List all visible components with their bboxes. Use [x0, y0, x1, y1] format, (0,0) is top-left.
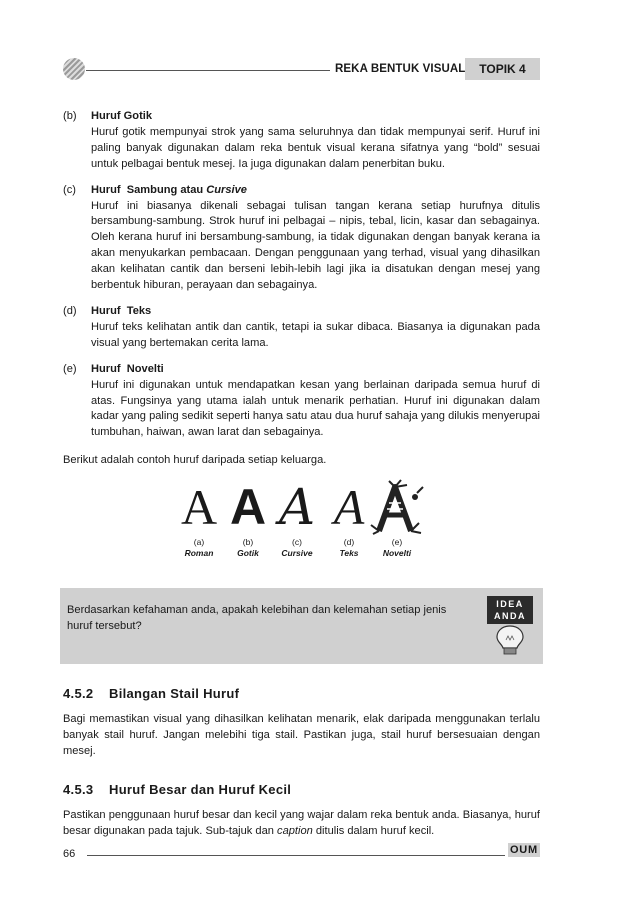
item-title-text: Huruf Gotik [91, 110, 153, 122]
brand-badge: OUM [509, 844, 539, 856]
item-title-text: Huruf Sambung atau [91, 183, 207, 196]
glyph-name: Roman [184, 548, 214, 559]
item-letter: (c) [63, 183, 76, 196]
item-title-text: Huruf Novelti [91, 362, 164, 375]
footer-rule [87, 855, 505, 856]
idea-box [60, 588, 543, 664]
logo-icon [63, 58, 85, 80]
glyph-letter: (b) [242, 537, 254, 548]
novelty-a-icon [367, 479, 427, 535]
section-paragraph [63, 808, 540, 840]
item-title [91, 109, 540, 125]
lightbulb-icon [487, 596, 533, 656]
section-heading [63, 782, 540, 798]
item-title-italic: Cursive [206, 183, 247, 196]
item-letter: (e) [63, 362, 77, 375]
item-title [91, 362, 540, 378]
list-item [63, 109, 540, 173]
item-title [91, 304, 540, 320]
page-content [63, 109, 540, 839]
item-text: Huruf gotik mempunyai strok yang sama seluruhnya dan tidak mempunyai serif. Huruf ini paling banyak digunakan dalam reka bentuk visual kerana sifatnya yang “bold” sesuai untuk pelbagai bentuk mesej. Ia juga digunakan dalam penerbitan buku. [91, 125, 540, 170]
section-title: Bilangan Stail Huruf [109, 686, 240, 702]
item-text: Huruf teks kelihatan antik dan cantik, tetapi ia sukar dibaca. Biasanya ia digunakan pada visual yang bertemakan cerita lama. [91, 320, 540, 349]
topic-badge: TOPIK 4 [465, 58, 540, 80]
icon-line1: IDEA [496, 599, 524, 610]
glyph-letter: (a) [193, 537, 205, 548]
section-heading [63, 686, 540, 702]
glyph-letter: (d) [343, 537, 355, 548]
header-rule [86, 70, 330, 71]
icon-line2: ANDA [494, 611, 526, 622]
glyph-letter: (c) [292, 537, 302, 548]
glyph-roman: A [180, 479, 218, 536]
item-title [91, 183, 540, 199]
list-item [63, 183, 540, 294]
glyph-name: Cursive [281, 548, 313, 559]
glyph-name: Novelti [382, 548, 412, 559]
glyph-name: Teks [339, 548, 359, 559]
text-run: Pastikan penggunaan huruf besar dan kecil yang wajar dalam reka bentuk anda. Biasanya, huruf besar digunakan pada tajuk. Sub-tajuk dan [63, 808, 540, 837]
glyph-teks: A [333, 479, 365, 536]
item-text: Huruf ini biasanya dikenali sebagai tulisan tangan kerana setiap hurufnya ditulis bersambung-sambung. Strok huruf ini pelbagai – nipis, tebal, licin, kasar dan sebagainya. Oleh kerana huruf ini bersambung-sambung, ia tidak digunakan dengan banyak kerana ia akan menyukarkan pembacaan. Dengan penggunaan yang terhad, visual yang dihasilkan akan kelihatan cantik dan berseni lebih-lebih lagi jika ia disatukan dengan mesej yang berbentuk hiburan, perayaan dan sebagainya. [91, 199, 540, 292]
text-run-italic: caption [277, 824, 313, 837]
section-title: Huruf Besar dan Huruf Kecil [109, 781, 292, 797]
glyph-cursive: A [278, 478, 316, 537]
list-item [63, 304, 540, 352]
section-number: 4.5.3 [63, 781, 94, 797]
glyph-gotik: A [229, 479, 267, 536]
font-example-novelti [367, 479, 427, 559]
glyph-name: Gotik [237, 548, 259, 559]
font-examples-figure [63, 479, 540, 574]
header-title: REKA BENTUK VISUAL [335, 63, 466, 75]
item-letter: (d) [63, 304, 77, 317]
section-paragraph: Bagi memastikan visual yang dihasilkan kelihatan menarik, elak daripada menggunakan terlalu banyak stail huruf. Jangan melebihi tiga stail. Pastikan juga, stail huruf bersesuaian dengan mesej. [63, 713, 540, 757]
font-example-cursive [267, 479, 327, 559]
intro-paragraph: Berikut adalah contoh huruf daripada setiap keluarga. [63, 454, 327, 467]
item-title-text: Huruf Teks [91, 304, 152, 317]
idea-question: Berdasarkan kefahaman anda, apakah kelebihan dan kelemahan setiap jenis huruf tersebut? [67, 604, 447, 633]
glyph-letter: (e) [391, 537, 403, 548]
list-item [63, 362, 540, 442]
text-run: ditulis dalam huruf kecil. [312, 824, 435, 837]
section-number: 4.5.2 [63, 686, 94, 702]
item-letter: (b) [63, 110, 77, 122]
page-header [0, 0, 638, 90]
item-text: Huruf ini digunakan untuk mendapatkan kesan yang berlainan daripada semua huruf di atas. Fungsinya yang utama ialah untuk menarik perhatian. Huruf ini digunakan dalam kadar yang paling sedikit seperti hanya satu atau dua huruf sahaja yang dilukis menyerupai tumbuhan, haiwan, awan larat dan sebagainya. [91, 378, 540, 439]
page-number: 66 [63, 848, 76, 860]
